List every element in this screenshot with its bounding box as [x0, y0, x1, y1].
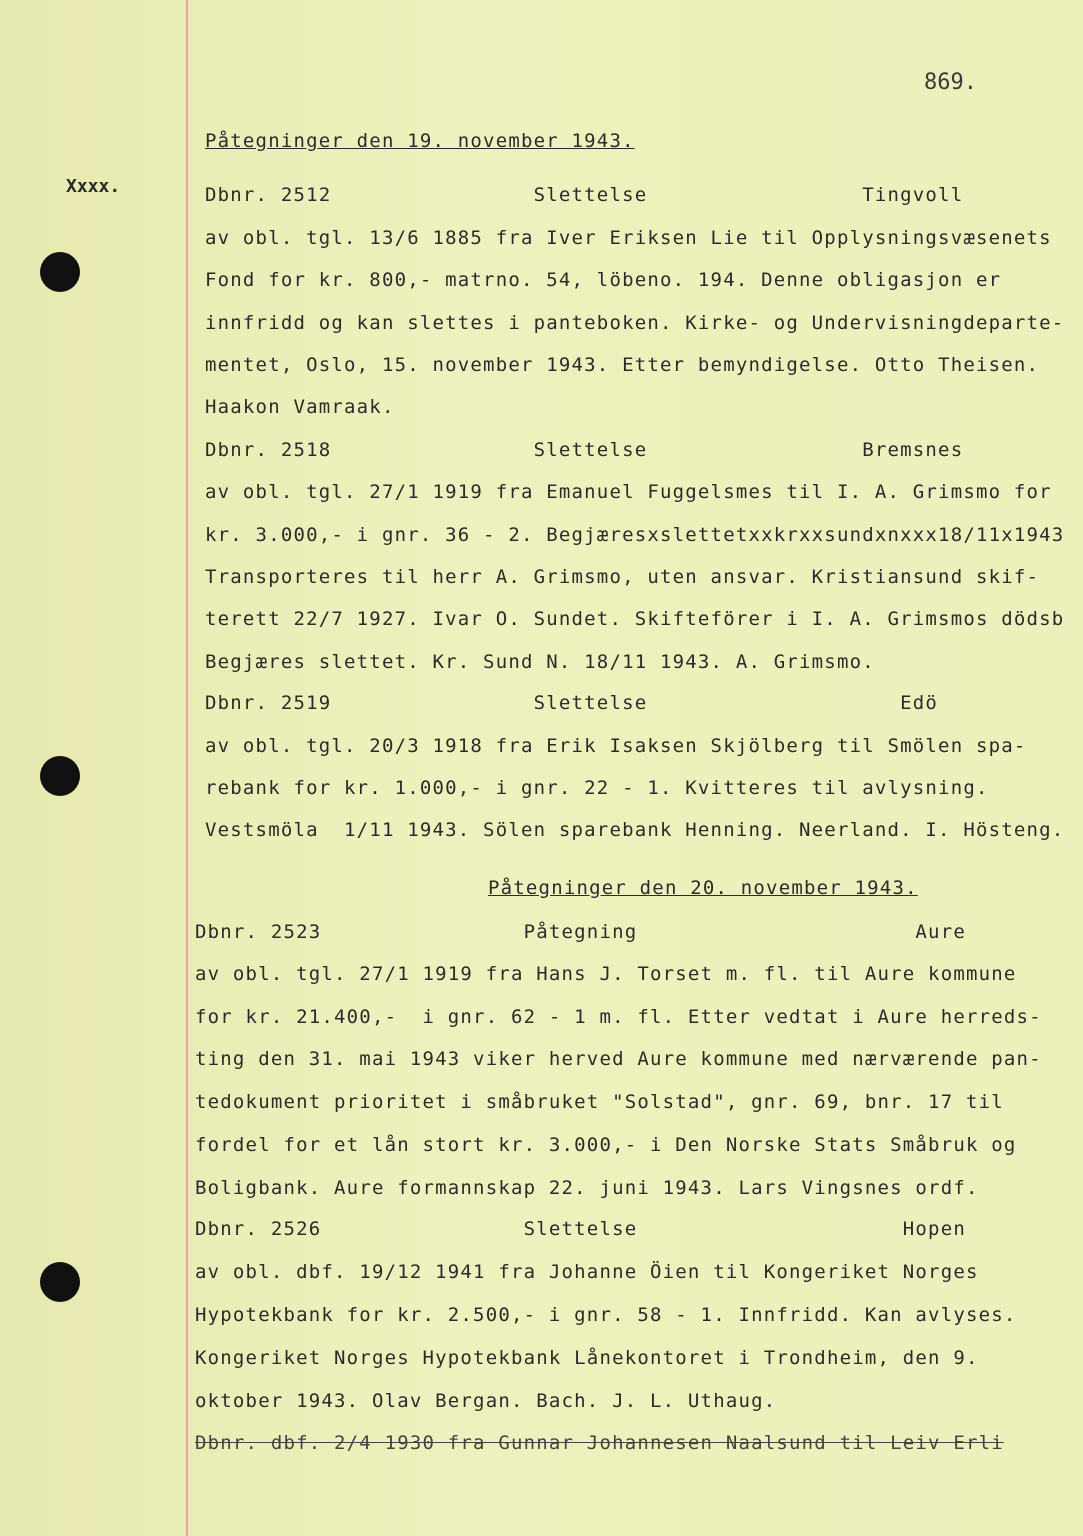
text-line: Boligbank. Aure formannskap 22. juni 1943. Lars Vingsnes ordf. — [195, 1177, 979, 1199]
text-line: Haakon Vamraak. — [205, 396, 395, 418]
text-line: Hypotekbank for kr. 2.500,- i gnr. 58 - 1. Innfridd. Kan avlyses. — [195, 1304, 1017, 1326]
punch-hole — [40, 1262, 80, 1302]
text-line: mentet, Oslo, 15. november 1943. Etter bemyndigelse. Otto Theisen. — [205, 354, 1040, 376]
text-line: fordel for et lån stort kr. 3.000,- i Den Norske Stats Småbruk og — [195, 1134, 1017, 1156]
text-line: av obl. tgl. 27/1 1919 fra Emanuel Fuggelsmes til I. A. Grimsmo for — [205, 481, 1052, 503]
entry-header: Dbnr. 2512 Slettelse Tingvoll — [205, 184, 964, 206]
section-heading: Påtegninger den 19. november 1943. — [205, 130, 635, 152]
text-line: oktober 1943. Olav Bergan. Bach. J. L. Uthaug. — [195, 1390, 777, 1412]
punch-hole — [40, 756, 80, 796]
text-line: av obl. tgl. 20/3 1918 fra Erik Isaksen Skjölberg til Smölen spa- — [205, 735, 1027, 757]
margin-note: Xxxx. — [66, 176, 121, 197]
text-line: rebank for kr. 1.000,- i gnr. 22 - 1. Kvitteres til avlysning. — [205, 777, 989, 799]
margin-rule — [186, 0, 188, 1536]
punch-hole — [40, 252, 80, 292]
entry-header: Dbnr. 2518 Slettelse Bremsnes — [205, 439, 964, 461]
text-line: Begjæres slettet. Kr. Sund N. 18/11 1943. A. Grimsmo. — [205, 651, 875, 673]
text-line: ting den 31. mai 1943 viker herved Aure kommune med nærværende pan- — [195, 1048, 1042, 1070]
text-line: av obl. tgl. 13/6 1885 fra Iver Eriksen Lie til Opplysningsvæsenets — [205, 227, 1052, 249]
text-line: kr. 3.000,- i gnr. 36 - 2. Begjæresxslettetxxkrxxsundxnxxx18/11x1943 — [205, 524, 1065, 546]
text-line: innfridd og kan slettes i panteboken. Kirke- og Undervisningdeparte- — [205, 312, 1065, 334]
text-line: tedokument prioritet i småbruket "Solstad", gnr. 69, bnr. 17 til — [195, 1091, 1004, 1113]
entry-header: Dbnr. 2526 Slettelse Hopen — [195, 1218, 966, 1240]
text-line: Fond for kr. 800,- matrno. 54, löbeno. 194. Denne obligasjon er — [205, 269, 1002, 291]
entry-header: Dbnr. 2523 Påtegning Aure — [195, 921, 966, 943]
section-heading: Påtegninger den 20. november 1943. — [488, 877, 918, 899]
text-line: av obl. dbf. 19/12 1941 fra Johanne Öien til Kongeriket Norges — [195, 1261, 979, 1283]
text-line: Transporteres til herr A. Grimsmo, uten ansvar. Kristiansund skif- — [205, 566, 1040, 588]
text-line: Kongeriket Norges Hypotekbank Lånekontoret i Trondheim, den 9. — [195, 1347, 979, 1369]
text-line: av obl. tgl. 27/1 1919 fra Hans J. Torset m. fl. til Aure kommune — [195, 963, 1017, 985]
struck-line: Dbnr. dbf. 2/4 1930 fra Gunnar Johannesen Naalsund til Leiv Erli — [195, 1432, 1004, 1454]
text-line: terett 22/7 1927. Ivar O. Sundet. Skifteförer i I. A. Grimsmos dödsb — [205, 608, 1065, 630]
text-line: for kr. 21.400,- i gnr. 62 - 1 m. fl. Etter vedtat i Aure herreds- — [195, 1006, 1042, 1028]
text-line: Vestsmöla 1/11 1943. Sölen sparebank Henning. Neerland. I. Hösteng. — [205, 819, 1065, 841]
entry-header: Dbnr. 2519 Slettelse Edö — [205, 692, 939, 714]
page-number: 869. — [924, 70, 977, 95]
